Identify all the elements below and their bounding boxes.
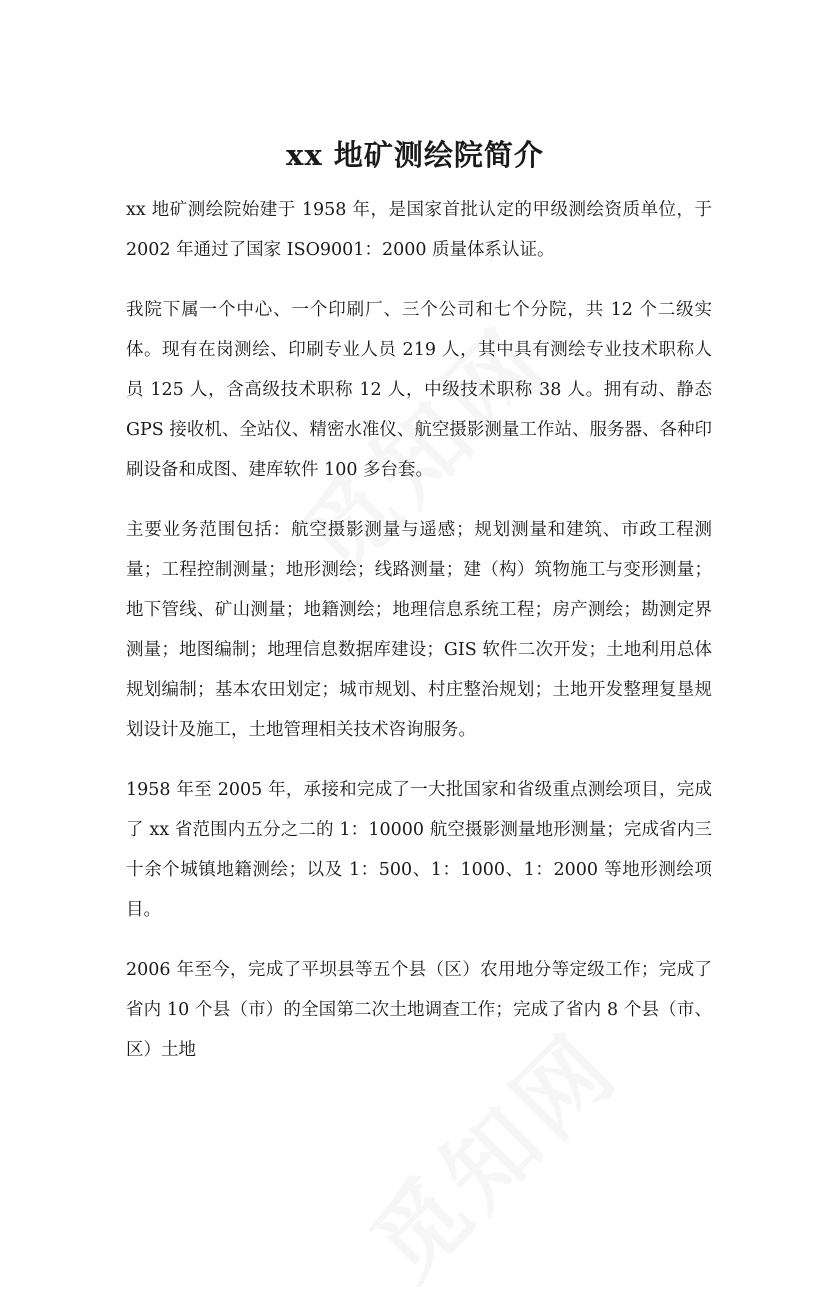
document-body xyxy=(126,190,712,1090)
paragraph-organization: 我院下属一个中心、一个印刷厂、三个公司和七个分院，共 12 个二级实体。现有在岗测绘、印刷专业人员 219 人，其中具有测绘专业技术职称人员 125 人，含高级技术职称 12 人，中级技术职称 38 人。拥有动、静态 GPS 接收机、全站仪、精密水准仪、航空摄影测量工作站、服务器、各种印刷设备和成图、建库软件 100 多台套。 xyxy=(126,300,712,480)
paragraph-history-1958-2005: 1958 年至 2005 年，承接和完成了一大批国家和省级重点测绘项目，完成了 xx 省范围内五分之二的 1：10000 航空摄影测量地形测量；完成省内三十余个城镇地籍测绘；以及 1：500、1：1000、1：2000 等地形测绘项目。 xyxy=(126,780,712,920)
document-title: xx 地矿测绘院简介 xyxy=(286,138,544,173)
paragraph-history-2006-present: 2006 年至今，完成了平坝县等五个县（区）农用地分等定级工作；完成了省内 10 个县（市）的全国第二次土地调查工作；完成了省内 8 个县（市、区）土地 xyxy=(126,960,712,1060)
paragraph-founding: xx 地矿测绘院始建于 1958 年，是国家首批认定的甲级测绘资质单位，于 2002 年通过了国家 ISO9001：2000 质量体系认证。 xyxy=(126,200,712,260)
paragraph-business-scope: 主要业务范围包括：航空摄影测量与遥感；规划测量和建筑、市政工程测量；工程控制测量；地形测绘；线路测量；建（构）筑物施工与变形测量；地下管线、矿山测量；地籍测绘；地理信息系统工程；房产测绘；勘测定界测量；地图编制；地理信息数据库建设；GIS 软件二次开发；土地利用总体规划编制；基本农田划定；城市规划、村庄整治规划；土地开发整理复垦规划设计及施工，土地管理相关技术咨询服务。 xyxy=(126,520,712,740)
